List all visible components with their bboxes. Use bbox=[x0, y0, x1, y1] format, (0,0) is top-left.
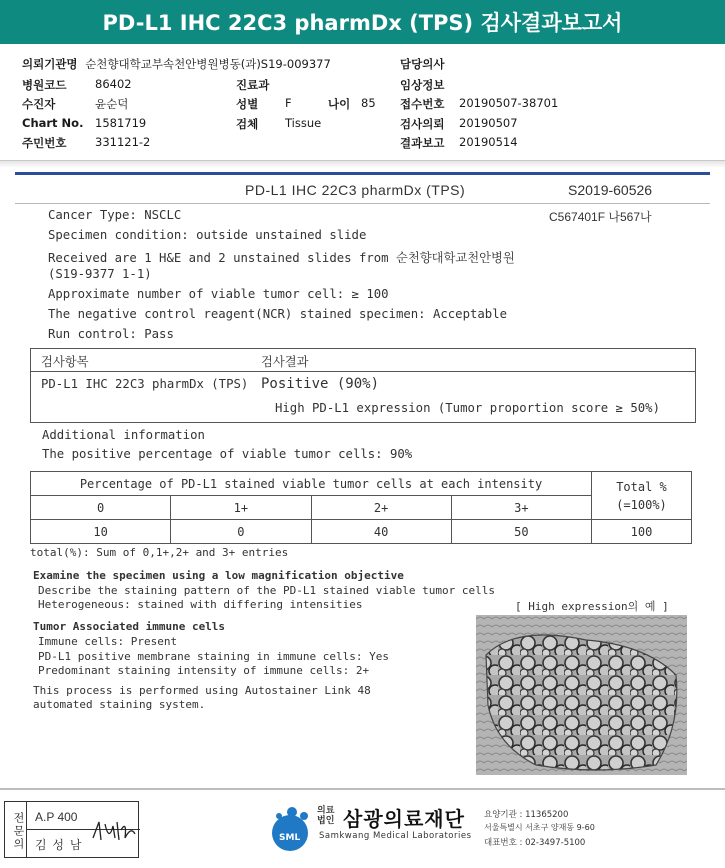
report-line: Specimen condition: outside unstained slide bbox=[48, 228, 367, 242]
chart-no-value: 1581719 bbox=[95, 116, 147, 130]
report-date-label: 결과보고 bbox=[400, 136, 445, 150]
intensity-table bbox=[30, 471, 692, 544]
logo-badge: SML bbox=[279, 833, 301, 843]
examine-line: Describe the staining pattern of the PD-L1 stained viable tumor cells bbox=[38, 584, 495, 597]
image-caption: [ High expression의 예 ] bbox=[515, 600, 669, 613]
report-top-rule bbox=[15, 172, 710, 175]
sml-logo-icon bbox=[268, 803, 312, 853]
report-code-secondary: C567401F 나567나 bbox=[549, 210, 652, 224]
request-date-label: 검사의뢰 bbox=[400, 117, 445, 131]
result-header: 검사결과 bbox=[261, 355, 309, 369]
institution-row bbox=[22, 56, 331, 72]
table-cell: 3+ bbox=[451, 496, 591, 520]
receipt-no-label: 접수번호 bbox=[400, 97, 445, 111]
section-divider bbox=[0, 160, 725, 168]
additional-text: The positive percentage of viable tumor cells: 90% bbox=[42, 447, 413, 461]
examinee-label: 수진자 bbox=[22, 97, 56, 111]
report-line: Run control: Pass bbox=[48, 327, 174, 341]
table-cell: 40 bbox=[311, 520, 451, 544]
table-cell: 10 bbox=[31, 520, 171, 544]
report-line: Approximate number of viable tumor cell: ≥ 100 bbox=[48, 287, 389, 301]
process-line: This process is performed using Autostainer Link 48 bbox=[33, 684, 371, 697]
specimen-label: 검체 bbox=[236, 117, 259, 131]
report-line: The negative control reagent(NCR) stained specimen: Acceptable bbox=[48, 307, 508, 321]
footer-rule bbox=[0, 788, 725, 790]
report-title: PD-L1 IHC 22C3 pharmDx (TPS) 검사결과보고서 bbox=[102, 11, 623, 35]
total-header-line1: Total % bbox=[616, 479, 667, 494]
report-date-value: 20190514 bbox=[459, 135, 518, 149]
intensity-table-header: Percentage of PD-L1 stained viable tumor cells at each intensity bbox=[31, 472, 592, 496]
test-result-detail: High PD-L1 expression (Tumor proportion score ≥ 50%) bbox=[275, 401, 660, 415]
receipt-no-value: 20190507-38701 bbox=[459, 96, 559, 110]
report-code: S2019-60526 bbox=[568, 182, 653, 198]
immune-heading: Tumor Associated immune cells bbox=[33, 620, 226, 633]
additional-heading: Additional information bbox=[42, 428, 205, 442]
institution-label: 의뢰기관명 bbox=[22, 57, 78, 71]
attending-label: 담당의사 bbox=[400, 57, 445, 71]
report-line: Cancer Type: NSCLC bbox=[48, 208, 182, 222]
logo-corp-line1: 의료 bbox=[317, 806, 335, 816]
hospital-code-value: 86402 bbox=[95, 77, 132, 91]
sex-value: F bbox=[285, 96, 292, 110]
phone: 대표번호 : 02-3497-5100 bbox=[484, 838, 586, 848]
immune-line: Predominant staining intensity of immune cells: 2+ bbox=[38, 664, 370, 677]
report-line: (S19-9377 1-1) bbox=[48, 267, 152, 281]
table-cell: 0 bbox=[31, 496, 171, 520]
examine-heading: Examine the specimen using a low magnification objective bbox=[33, 569, 404, 582]
total-header-line2: (=100%) bbox=[616, 497, 667, 512]
institution-value: 순천향대학교부속천안병원병동(과)S19-009377 bbox=[85, 57, 331, 71]
logo-name: 삼광의료재단 bbox=[343, 807, 465, 831]
resident-no-value: 331121-2 bbox=[95, 135, 151, 149]
logo-corp-label bbox=[317, 806, 334, 826]
signature-scribble bbox=[91, 816, 137, 846]
logo-corp-line2: 법인 bbox=[317, 816, 335, 826]
logo-english: Samkwang Medical Laboratories bbox=[319, 831, 472, 841]
total-header bbox=[592, 472, 692, 520]
specimen-value: Tissue bbox=[285, 116, 322, 130]
micrograph-image bbox=[476, 615, 687, 775]
signature-box bbox=[4, 801, 139, 858]
table-cell: 50 bbox=[451, 520, 591, 544]
examine-line: Heterogeneous: stained with differing intensities bbox=[38, 598, 363, 611]
report-line: Received are 1 H&E and 2 unstained slides from 순천향대학교천안병원 bbox=[48, 251, 515, 265]
table-cell: 1+ bbox=[171, 496, 311, 520]
test-item: PD-L1 IHC 22C3 pharmDx (TPS) bbox=[41, 377, 249, 391]
address: 서울특별시 서초구 양재동 9-60 bbox=[484, 823, 595, 832]
chart-no-label: Chart No. bbox=[22, 116, 84, 130]
examinee-value: 윤순덕 bbox=[95, 97, 129, 111]
resident-no-label: 주민번호 bbox=[22, 136, 67, 150]
table-footnote: total(%): Sum of 0,1+,2+ and 3+ entries bbox=[30, 546, 289, 559]
report-sub-rule bbox=[15, 203, 710, 204]
table-cell: 0 bbox=[171, 520, 311, 544]
result-header-rule bbox=[31, 371, 695, 372]
signature-license: A.P 400 bbox=[35, 810, 78, 824]
signature-role: 전문의 bbox=[5, 802, 27, 857]
signature-name: 김 성 남 bbox=[35, 838, 83, 852]
clinical-info-label: 임상정보 bbox=[400, 78, 445, 92]
hospital-code-label: 병원코드 bbox=[22, 78, 67, 92]
age-value: 85 bbox=[361, 96, 376, 110]
institution-code: 요양기관 : 11365200 bbox=[484, 810, 569, 820]
process-line: automated staining system. bbox=[33, 698, 206, 711]
request-date-value: 20190507 bbox=[459, 116, 518, 130]
immune-line: Immune cells: Present bbox=[38, 635, 178, 648]
age-label: 나이 bbox=[328, 97, 351, 111]
sex-label: 성별 bbox=[236, 97, 259, 111]
item-header: 검사항목 bbox=[41, 355, 89, 369]
table-cell: 2+ bbox=[311, 496, 451, 520]
test-result: Positive (90%) bbox=[261, 376, 380, 392]
result-box bbox=[30, 348, 696, 423]
immune-line: PD-L1 positive membrane staining in immune cells: Yes bbox=[38, 650, 389, 663]
table-cell: 100 bbox=[592, 520, 692, 544]
department-label: 진료과 bbox=[236, 78, 270, 92]
report-title-bar bbox=[0, 0, 725, 44]
report-heading: PD-L1 IHC 22C3 pharmDx (TPS) bbox=[245, 182, 466, 198]
